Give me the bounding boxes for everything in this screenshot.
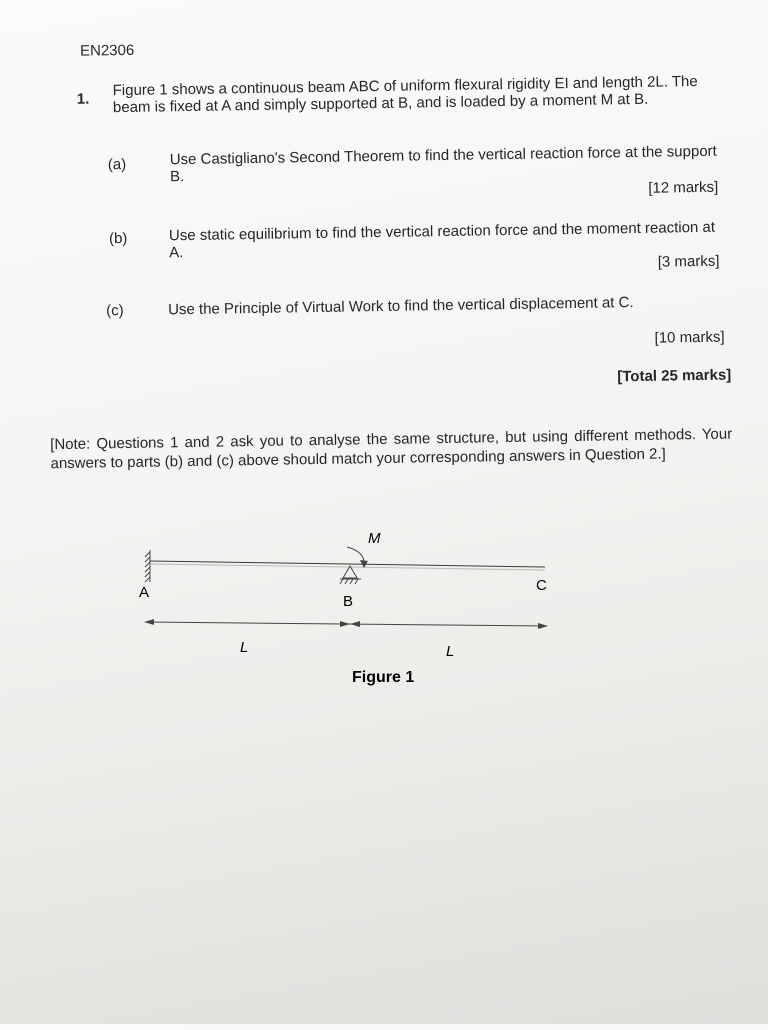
pin-support-b-icon [340,566,361,584]
course-code: EN2306 [79,41,135,60]
note-paragraph: [Note: Questions 1 and 2 ask you to analyse the same structure, but using different methods. Your answers to parts (b) and (c) above should match your corresponding answers in Question 2.] [50,425,733,473]
point-a-label: A [139,584,150,601]
part-a-label: (a) [107,155,127,174]
part-c-marks: [10 marks] [654,328,725,347]
point-b-label: B [343,593,354,610]
part-b-text: Use static equilibrium to find the vertical reaction force and the moment reaction at A. [168,218,716,262]
length-label-bc: L [446,643,455,660]
part-a-text: Use Castigliano's Second Theorem to find the vertical reaction force at the support B. [169,142,717,186]
part-b-label: (b) [108,229,128,248]
part-c-label: (c) [106,302,124,320]
point-c-label: C [536,577,547,594]
moment-label: M [368,530,381,547]
beam [150,561,545,570]
question-intro: Figure 1 shows a continuous beam ABC of uniform flexural rigidity EI and length 2L. The beam is fixed at A and simply supported at B, and is loaded by a moment M at B. [112,72,698,117]
part-c-text: Use the Principle of Virtual Work to find the vertical displacement at C. [167,294,634,319]
part-b-marks: [3 marks] [657,252,720,271]
total-marks: [Total 25 marks] [617,366,732,386]
moment-arrow-icon [347,547,368,568]
question-number: 1. [76,90,90,108]
part-a-marks: [12 marks] [648,178,719,197]
fixed-support-a-icon [145,550,150,582]
dimension-line [144,619,548,629]
figure-caption: Figure 1 [352,669,415,686]
length-label-ab: L [240,639,249,656]
